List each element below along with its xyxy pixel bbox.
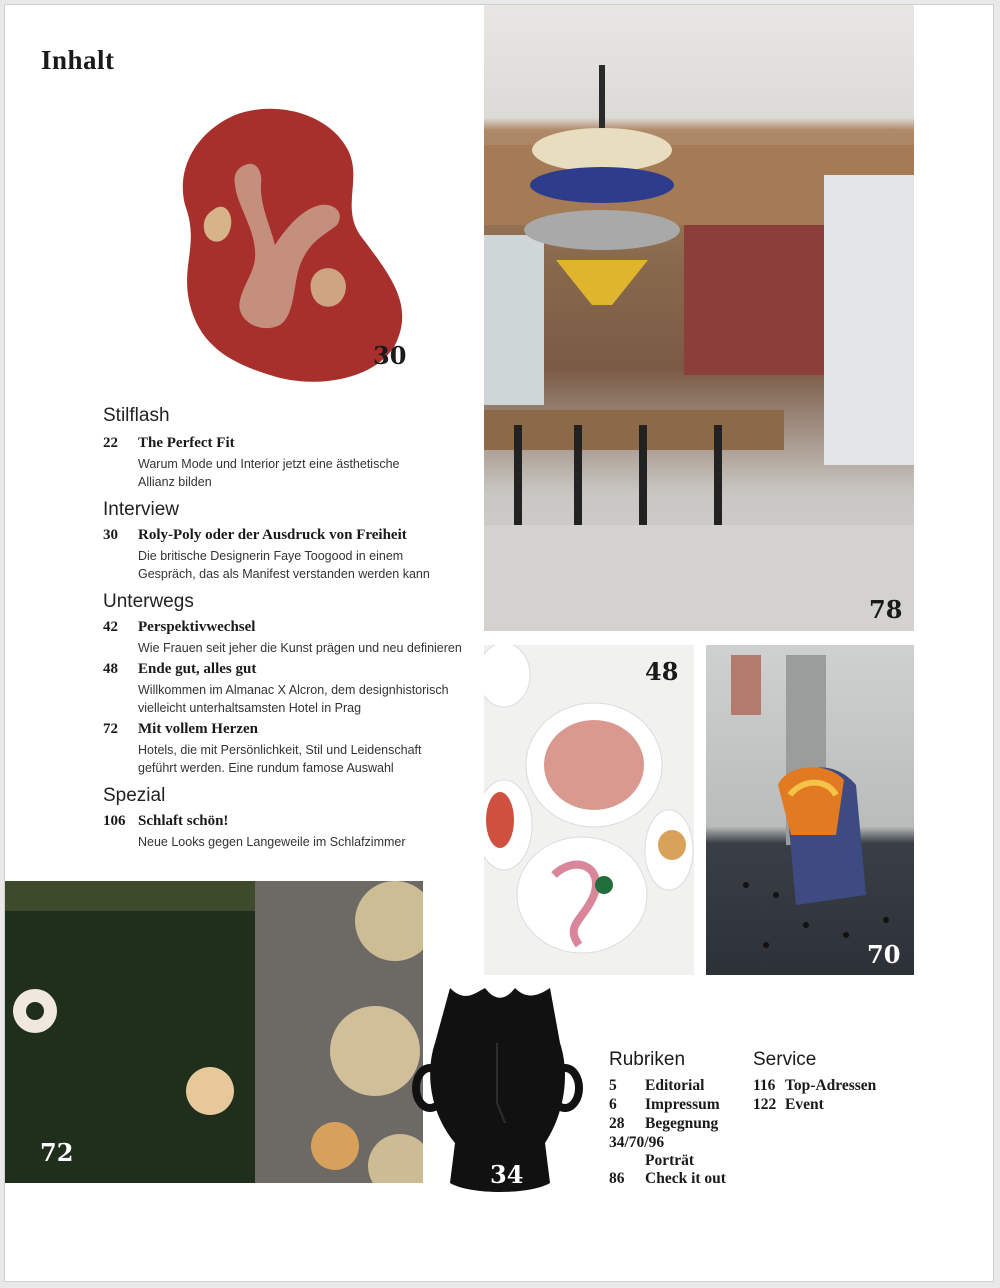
food-image (484, 645, 694, 975)
entry-page: 72 (103, 721, 118, 737)
entry-heading: The Perfect Fit (138, 435, 235, 451)
entry-heading: Mit vollem Herzen (138, 721, 258, 737)
page-title: Inhalt (41, 45, 115, 75)
entry-heading: Schlaft schön! (138, 813, 229, 829)
entry-description: Neue Looks gegen Langeweile im Schlafzimmer (138, 835, 406, 849)
vase-page-number: 34 (490, 1160, 524, 1189)
service-item[interactable]: 122 Event (753, 1096, 824, 1113)
entry-heading: Roly-Poly oder der Ausdruck von Freiheit (138, 527, 407, 543)
pool-page-number: 72 (40, 1138, 74, 1167)
entry-heading: Ende gut, alles gut (138, 661, 257, 677)
entry-page: 106 (103, 813, 126, 829)
rubriken-heading: Rubriken (609, 1049, 686, 1070)
rubriken-item[interactable]: 5 Editorial (609, 1077, 705, 1094)
rubriken-item[interactable]: 28 Begegnung (609, 1115, 719, 1132)
rug-page-number: 30 (373, 341, 407, 370)
food-page-number: 48 (645, 657, 679, 686)
rubriken-item[interactable]: 34/70/96 (609, 1134, 665, 1151)
section-stilflash: Stilflash (103, 405, 170, 426)
magazine-page (4, 4, 994, 1282)
section-unterwegs: Unterwegs (103, 591, 194, 612)
entry-page: 42 (103, 619, 118, 635)
interior-page-number: 78 (869, 595, 903, 624)
entry-description: Die britische Designerin Faye Toogood in einem Gespräch, das als Manifest verstanden werden kann (138, 549, 430, 581)
entry-page: 48 (103, 661, 118, 677)
entry-description: Warum Mode und Interior jetzt eine ästhetische Allianz bilden (138, 457, 400, 489)
entry-heading: Perspektivwechsel (138, 619, 256, 635)
entry-description: Willkommen im Almanac X Alcron, dem designhistorisch vielleicht unterhaltsamsten Hotel in Prag (138, 683, 449, 715)
section-spezial: Spezial (103, 785, 166, 806)
rubriken-item[interactable]: 86 Check it out (609, 1170, 726, 1187)
entry-page: 22 (103, 435, 118, 451)
section-interview: Interview (103, 499, 180, 520)
entry-description: Wie Frauen seit jeher die Kunst prägen und neu definieren (138, 641, 462, 655)
welder-image (706, 645, 914, 975)
rubriken-item[interactable]: 6 Impressum (609, 1096, 720, 1113)
welder-page-number: 70 (867, 940, 901, 969)
service-item[interactable]: 116 Top-Adressen (753, 1077, 877, 1094)
service-heading: Service (753, 1049, 817, 1070)
entry-page: 30 (103, 527, 118, 543)
rubriken-item-label[interactable]: Porträt (645, 1152, 695, 1169)
entry-description: Hotels, die mit Persönlichkeit, Stil und Leidenschaft geführt werden. Eine rundum famose Auswahl (138, 743, 422, 775)
interior-image (484, 5, 914, 631)
